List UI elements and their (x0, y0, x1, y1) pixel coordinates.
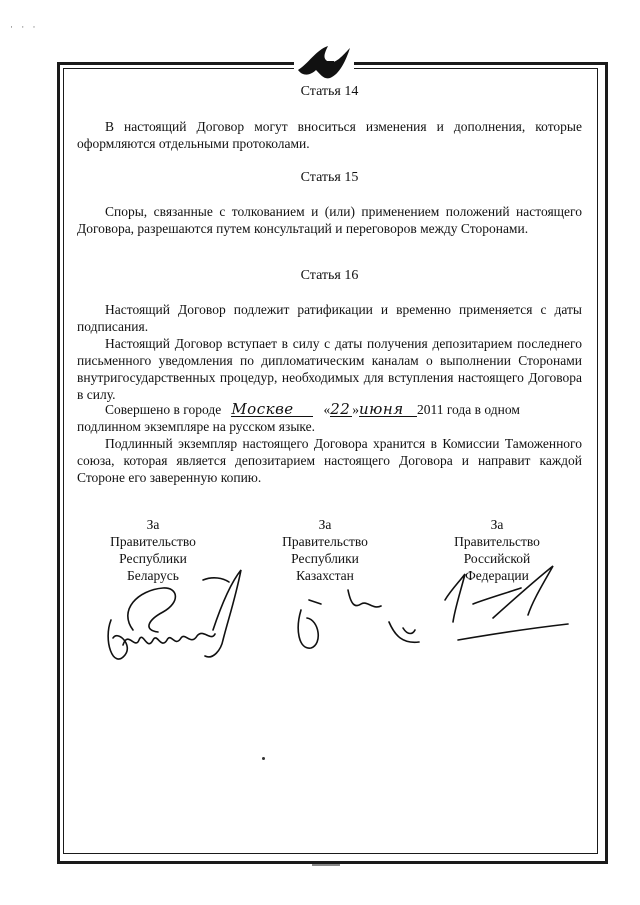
signing-year: 2011 года в одном (416, 402, 520, 417)
scan-specks: · · · (10, 22, 39, 32)
signatures (63, 560, 596, 690)
signing-continuation: подлинном экземпляре на русском языке. (77, 419, 315, 434)
article-16-entry-into-force: Настоящий Договор вступает в силу с даты получения депозитарием последнего письменного уведомления по дипломатическим каналам о выполнении Сторонами внутригосударственных процедур, необходимых для вступления настоящего Договора в силу. (77, 336, 582, 402)
signing-prefix: Совершено в городе (105, 402, 222, 417)
signatory-russia: За Правительство Российской Федерации (454, 517, 540, 583)
scan-dot (262, 757, 265, 760)
signature-belarus (108, 570, 241, 659)
signing-clause: Совершено в городе Москве «22 »июня 2011 года в одном подлинном экземпляре на русском языке. (77, 401, 582, 435)
signatory-belarus: За Правительство Республики Беларусь (110, 517, 196, 583)
signature-kazakhstan (298, 590, 419, 648)
emblem-mark-icon (294, 40, 354, 84)
signature-russia (445, 566, 568, 640)
article-16-ratification: Настоящий Договор подлежит ратификации и временно применяется с даты подписания. (77, 302, 582, 334)
handwritten-day: 22 (330, 400, 351, 418)
bottom-mark (312, 864, 340, 866)
handwritten-month: июня (359, 402, 417, 417)
signatory-kazakhstan: За Правительство Республики Казахстан (282, 517, 368, 583)
article-15-text: Споры, связанные с толкованием и (или) применением положений настоящего Договора, разрешаются путем консультаций и переговоров между Сторонами. (77, 204, 582, 236)
article-16-heading: Статья 16 (300, 268, 359, 283)
article-14-text: В настоящий Договор могут вноситься изменения и дополнения, которые оформляются отдельными протоколами. (77, 119, 582, 151)
handwritten-city: Москве (231, 402, 313, 417)
article-16-original-copy: Подлинный экземпляр настоящего Договора хранится в Комиссии Таможенного союза, которая является депозитарием настоящего Договора и направит каждой Стороне его заверенную копию. (77, 436, 582, 485)
article-15-heading: Статья 15 (300, 170, 359, 185)
article-14-heading: Статья 14 (300, 84, 359, 99)
